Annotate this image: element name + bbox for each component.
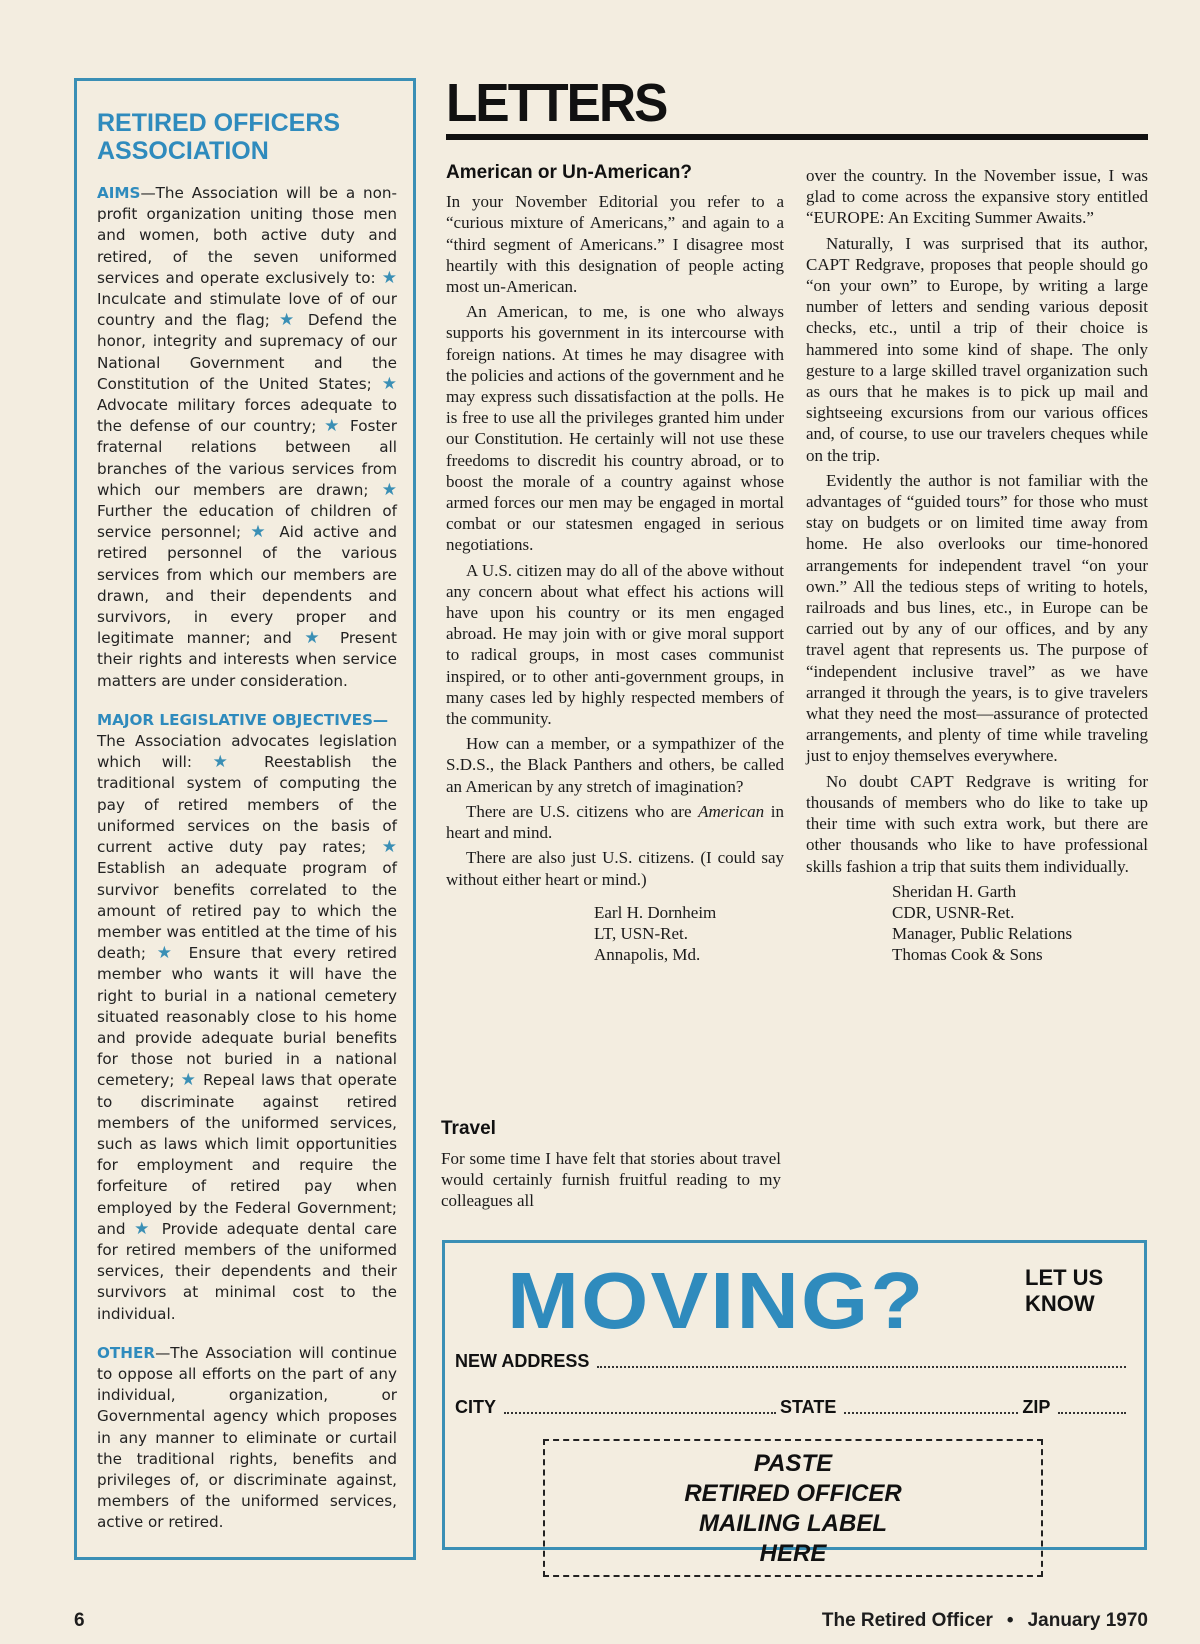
other-paragraph [97, 1343, 397, 1534]
association-sidebar [74, 78, 416, 1560]
letter-signature [446, 902, 784, 965]
letter-paragraph: In your November Editorial you refer to a “curious mixture of Americans,” and again to a “third segment of Americans.” I disagree most heartily with this designation of people acting most un-American. [446, 192, 784, 297]
sidebar-title: RETIRED OFFICERS ASSOCIATION [97, 109, 341, 165]
legislative-text: The Association advocates legislation which will: [97, 732, 397, 772]
letter-headline: American or Un-American? [446, 162, 693, 183]
city-label: CITY [455, 1397, 497, 1417]
star-icon: ★ [250, 522, 271, 543]
mailing-label-area[interactable] [543, 1439, 1043, 1577]
letter-signature [806, 881, 1148, 965]
change-of-address-form [442, 1240, 1147, 1567]
emphasis-text: American [698, 801, 765, 821]
star-icon: ★ [381, 837, 397, 858]
signature-name: Earl H. Dornheim [594, 902, 717, 922]
letter-paragraph: There are also just U.S. citizens. (I could say without either heart or mind.) [446, 848, 784, 889]
moving-title: MOVING? [507, 1256, 926, 1345]
city-state-zip-row [455, 1397, 1130, 1418]
signature-rank: LT, USN-Ret. [594, 923, 688, 943]
star-icon: ★ [324, 416, 343, 437]
aims-text: Defend the honor, integrity and supremacy of our National Government and the Constitution of the United States; [97, 311, 397, 393]
other-heading: OTHER [97, 1343, 156, 1362]
new-address-row [455, 1351, 1130, 1372]
legislative-text: Ensure that every retired member who wants it will have the right to burial in a national cemetery situated reasonably close to his home and provide adequate burial benefits for those not buried in a national cemetery; [97, 944, 397, 1090]
other-text: —The Association will continue to oppose all efforts on the part of any individual, organization, or Governmental agency which proposes in any manner to eliminate or curtail the traditional rights, benefits and privileges of, or discriminate against, members of the uniformed services, active or retired. [97, 1343, 397, 1532]
star-icon: ★ [381, 479, 397, 500]
star-icon: ★ [304, 628, 328, 649]
page-number: 6 [74, 1610, 85, 1631]
star-icon: ★ [180, 1070, 198, 1091]
footer-separator: • [1006, 1610, 1014, 1631]
letter-paragraph: How can a member, or a sympathizer of the S.D.S., the Black Panthers and others, be called an American by any stretch of imagination? [446, 734, 784, 796]
publication-name: The Retired Officer [821, 1610, 993, 1631]
letter-paragraph [446, 801, 784, 843]
aims-text: Present their rights and interests when service matters are under consideration. [97, 629, 397, 690]
letter-paragraph: Evidently the author is not familiar with the advantages of “guided tours” for those who must stay on budgets or on limited time away from home. He also overlooks our time-honored arrangements for independent travel “on your own.” All the tedious steps of writing to hotels, railroads and bus lines, etc., in Europe can be carried out by any of our offices, and by any travel agent that represents us. The purpose of “independent inclusive travel” as we have arranged it through the years, is to give travelers what they need the most—assurance of protected arrangements, and plenty of time while traveling just to enjoy themselves everywhere. [806, 470, 1148, 766]
star-icon: ★ [279, 310, 299, 331]
letter-paragraph: Naturally, I was surprised that its author, CAPT Redgrave, proposes that people should go “on your own” to Europe, by writing a large number of letters and sending various deposit checks, etc., until a trip of their choice is hammered into some kind of shape. The only gesture to a large skilled travel organization such as ours that he makes is to pick up mail and sightseeing excursions from our various offices and, of course, to use our travelers cheques while on the trip. [806, 233, 1148, 465]
legislative-heading: MAJOR LEGISLATIVE OBJECTIVES— [97, 710, 389, 729]
signature-rank: CDR, USNR-Ret. [892, 902, 1015, 922]
letter-travel [806, 165, 1148, 965]
travel-intro [441, 1148, 781, 1216]
aims-text: Inculcate and stimulate love of of our country and the flag; [97, 290, 397, 330]
signature-place: Annapolis, Md. [594, 944, 701, 964]
paste-line: HERE [759, 1540, 827, 1567]
star-icon: ★ [156, 943, 178, 964]
signature-company: Thomas Cook & Sons [892, 944, 1043, 964]
letter-text: There are U.S. citizens who are [466, 801, 699, 821]
travel-headline: Travel [441, 1118, 496, 1139]
paste-line: RETIRED OFFICER [684, 1480, 902, 1507]
aims-text: —The Association will be a non-profit organization uniting those men and women, both active duty and retired, of the seven uniformed services and operate exclusively to: [97, 184, 397, 287]
letter-paragraph: A U.S. citizen may do all of the above without any concern about what effect his actions will have upon his country or its men engaged abroad. He may join with or give moral support to radical groups, in most cases communist inspired, or to other anti-government groups, in many cases led by highly respected members of the community. [446, 560, 784, 729]
aims-heading: AIMS [97, 184, 141, 202]
let-us-text: LET US [1025, 1265, 1104, 1290]
paste-line: PASTE [753, 1450, 833, 1477]
state-label: STATE [780, 1397, 837, 1417]
zip-field[interactable] [1058, 1411, 1126, 1414]
city-field[interactable] [504, 1411, 776, 1414]
star-icon: ★ [134, 1218, 154, 1239]
publication-footer [822, 1610, 1148, 1632]
aims-text: Advocate military forces adequate to the defense of our country; [97, 396, 397, 436]
letters-title: LETTERS [446, 73, 667, 133]
letter-american [446, 162, 784, 965]
issue-date: January 1970 [1027, 1610, 1148, 1631]
letter-paragraph: No doubt CAPT Redgrave is writing for thousands of members who do like to take up their time with such extra work, but there are other thousands who like to have professional skills fashion a trip that suits them individually. [806, 771, 1148, 876]
signature-title: Manager, Public Relations [892, 923, 1073, 943]
legislative-text: Establish an adequate program of survivor benefits correlated to the amount of retired pay to which the member was entitled at the time of his death; [97, 859, 397, 963]
aims-paragraph [97, 183, 397, 692]
letter-paragraph: An American, to me, is one who always supports his government in its intercourse with foreign nations. At times he may disagree with the policies and actions of the government and he may express such dissatisfaction at the polls. He is free to use all the privileges granted him under our Constitution. He certainly will not use these freedoms to discredit his country abroad, or to boost the morale of a country against whose armed forces our men may be engaged in mortal combat or our statesmen engaged in serious negotiations. [446, 302, 784, 555]
aims-text: Aid active and retired personnel of the various services from which our members are drawn, and their dependents and survivors, in every proper and legitimate manner; and [97, 523, 397, 648]
letter-paragraph: over the country. In the November issue, I was glad to come across the expansive story entitled “EUROPE: An Exciting Summer Awaits.” [806, 166, 1148, 228]
know-text: KNOW [1025, 1291, 1095, 1316]
state-field[interactable] [844, 1411, 1018, 1414]
let-us-know [1025, 1265, 1103, 1317]
legislative-text: Provide adequate dental care for retired members of the uniformed services, their dependents and their survivors at minimal cost to the individual. [97, 1219, 398, 1323]
zip-label: ZIP [1022, 1397, 1051, 1417]
title-rule [446, 134, 1148, 140]
new-address-label: NEW ADDRESS [455, 1351, 590, 1371]
signature-name: Sheridan H. Garth [892, 881, 1017, 901]
star-icon: ★ [212, 752, 244, 773]
legislative-text: Repeal laws that operate to discriminate against retired members of the uniformed services, such as laws which limit opportunities for employment and require the forfeiture of retired pay when employed by the Federal Government; and [97, 1071, 397, 1238]
letter-paragraph: For some time I have felt that stories about travel would certainly furnish fruitful reading to my colleagues all [441, 1149, 781, 1211]
legislative-text: Reestablish the traditional system of computing the pay of retired members of the uniformed services on the basis of current active duty pay rates; [97, 753, 397, 857]
legislative-paragraph [97, 710, 397, 1325]
aims-text: Foster fraternal relations between all branches of the various services from which our members are drawn; [97, 417, 397, 499]
aims-text: Further the education of children of service personnel; [97, 502, 397, 542]
star-icon: ★ [381, 267, 397, 288]
letter-text: in heart and mind. [446, 801, 784, 843]
new-address-field[interactable] [597, 1365, 1126, 1368]
star-icon: ★ [381, 373, 397, 394]
paste-line: MAILING LABEL [699, 1510, 887, 1537]
